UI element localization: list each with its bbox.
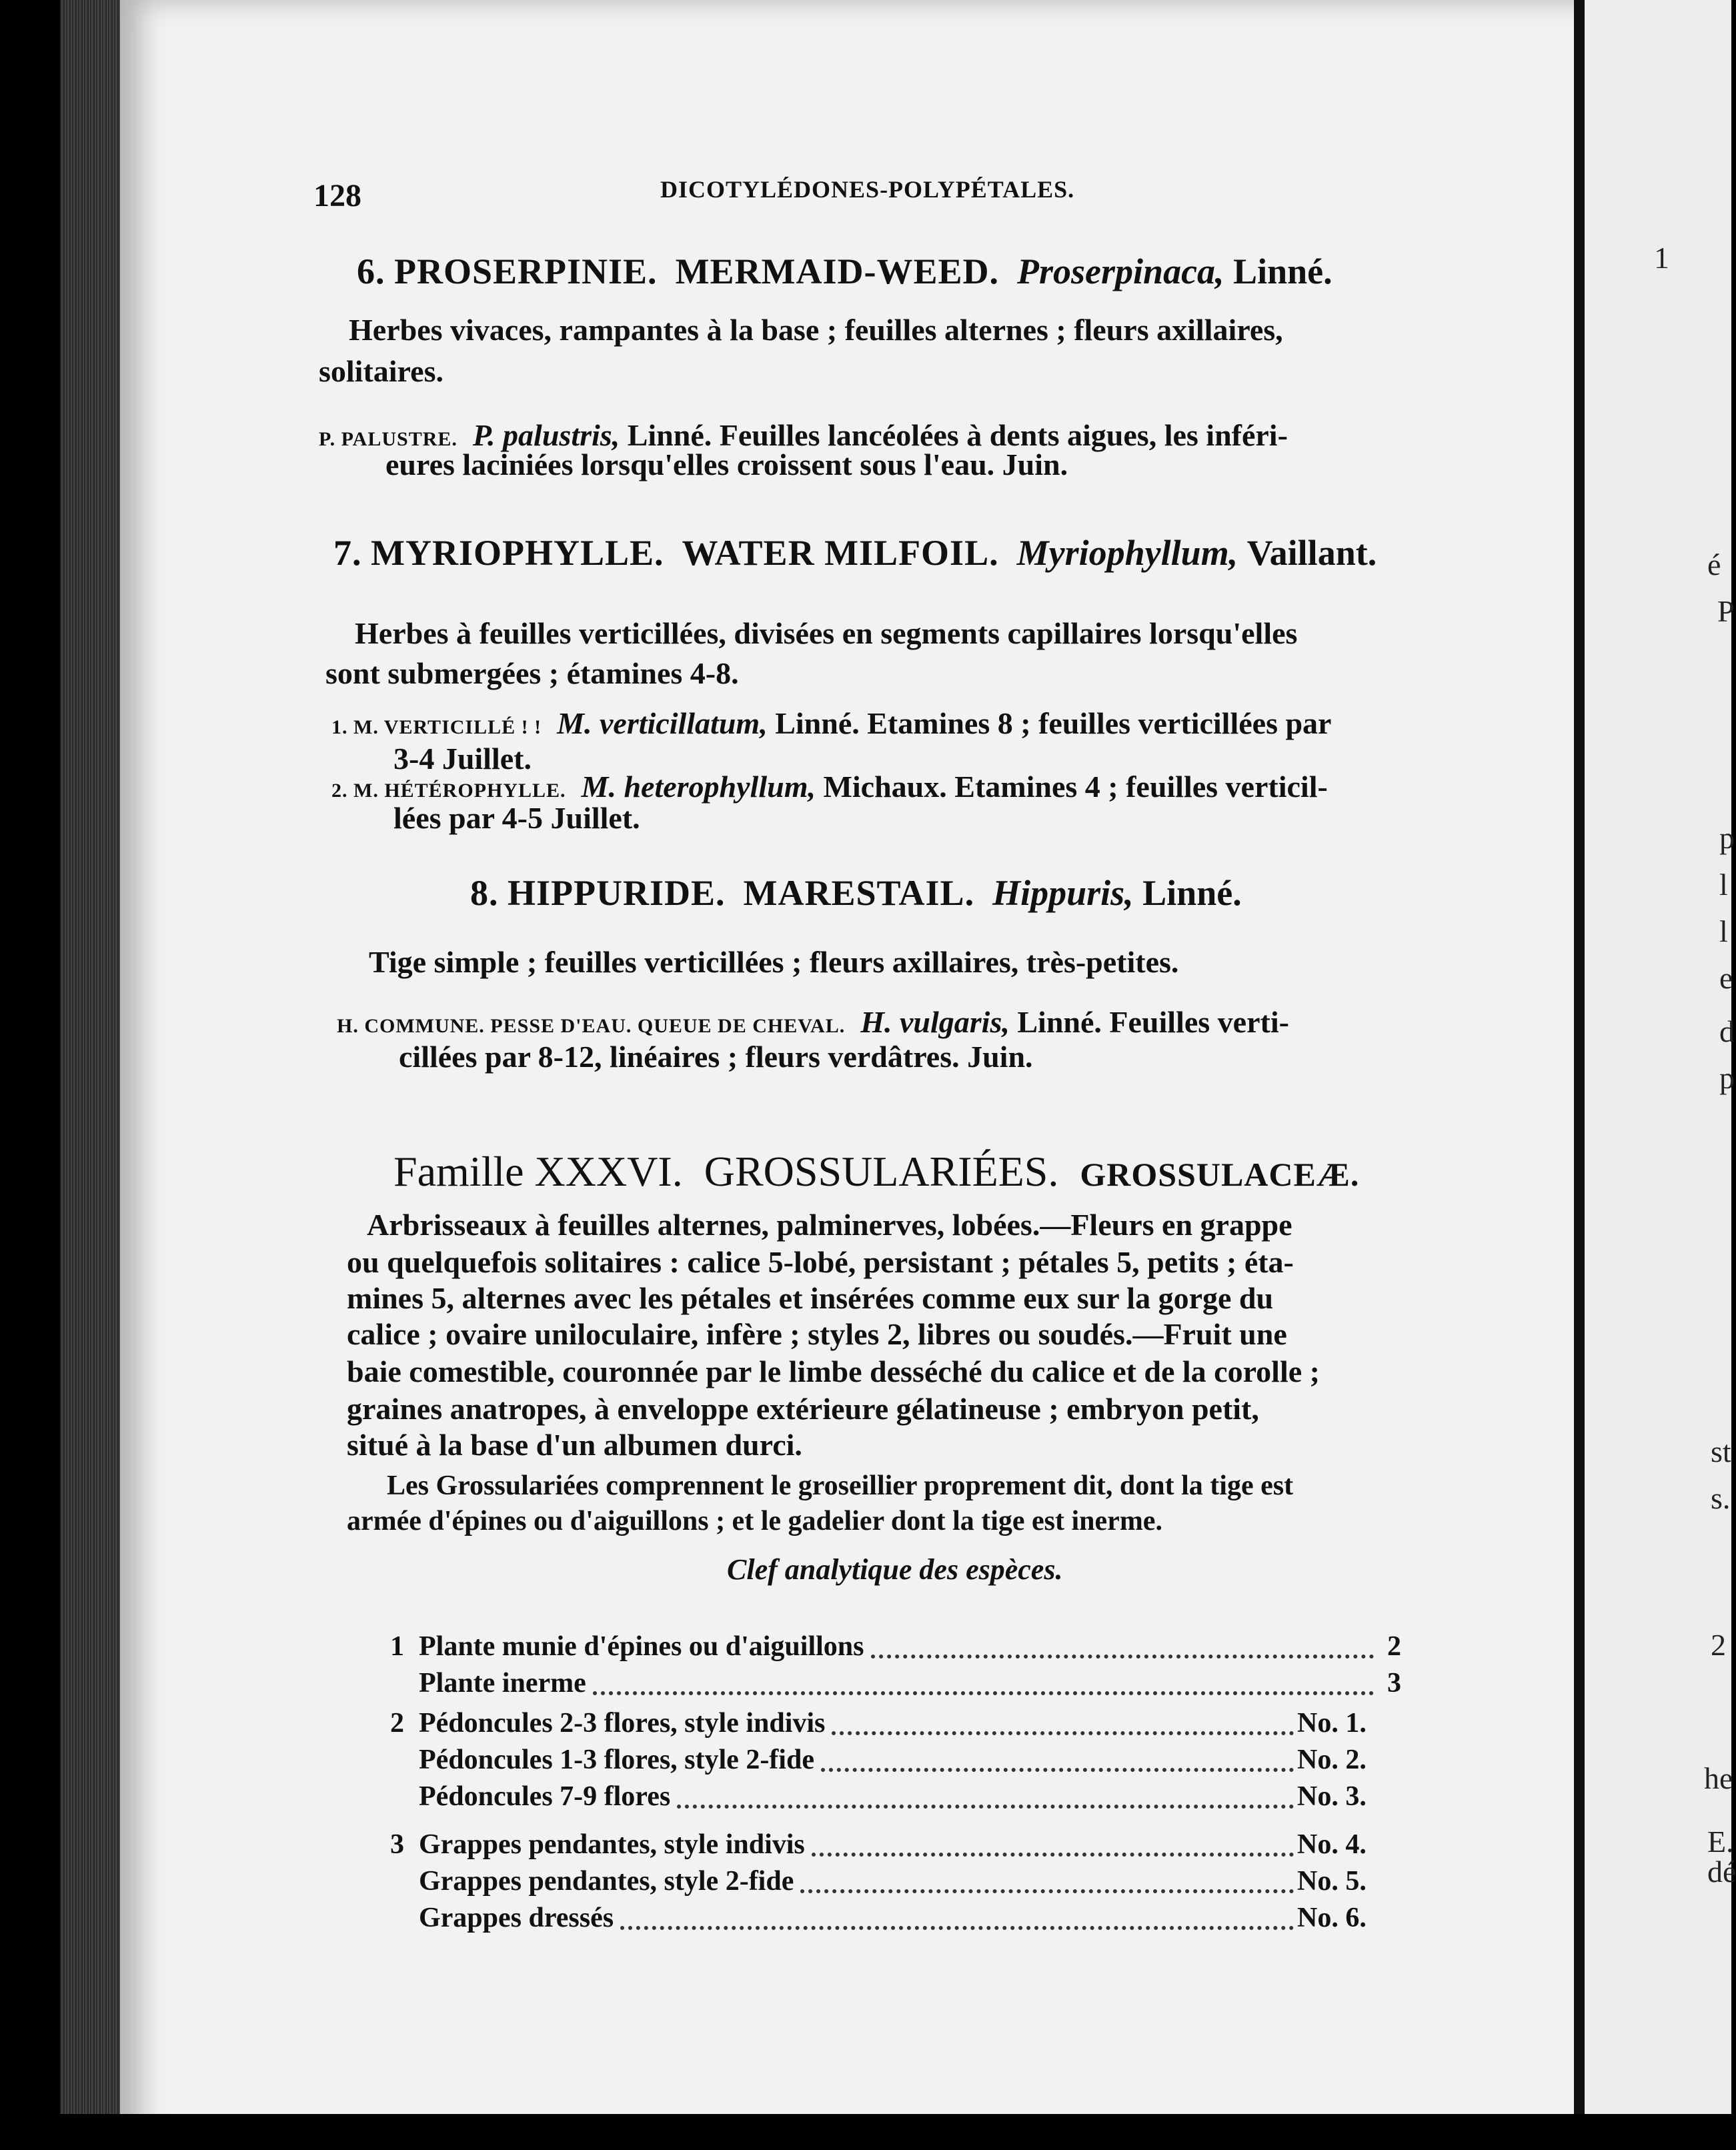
scan-border — [0, 2114, 1731, 2150]
adjacent-page-fragment: p — [1719, 821, 1735, 855]
species-entry-cont: lées par 4-5 Juillet. — [393, 801, 640, 835]
key-row-result: No. 4. — [1297, 1829, 1367, 1860]
adjacent-page-fragment: e — [1719, 961, 1733, 995]
key-row-result: No. 2. — [1297, 1745, 1367, 1775]
key-row-text: Grappes dressés — [419, 1903, 614, 1933]
key-row-result: 2 — [1387, 1631, 1401, 1662]
adjacent-page-fragment: d — [1719, 1014, 1735, 1048]
key-row-text: Pédoncules 1-3 flores, style 2-fide — [419, 1745, 814, 1775]
key-title: Clef analytique des espèces. — [727, 1553, 1063, 1586]
leader-dots — [593, 1687, 1374, 1695]
desc-line: Tige simple ; feuilles verticillées ; fleurs axillaires, très-petites. — [369, 945, 1179, 979]
key-row-text: Pédoncules 7-9 flores — [419, 1781, 671, 1812]
family-note-line: Les Grossulariées comprennent le groseillier proprement dit, dont la tige est — [387, 1470, 1294, 1501]
book-page-edges — [60, 0, 127, 2150]
species-entry: 1. M. VERTICILLÉ ! ! M. verticillatum, Linné. Etamines 8 ; feuilles verticillées par — [331, 706, 1332, 740]
desc-line: solitaires. — [319, 354, 444, 388]
key-row-text: Pédoncules 2-3 flores, style indivis — [419, 1708, 826, 1739]
species-entry: P. PALUSTRE. P. palustris, Linné. Feuilles lancéolées à dents aigues, les inféri- — [319, 418, 1288, 452]
adjacent-page-fragment: P — [1717, 594, 1735, 628]
key-row-number: 3 — [390, 1829, 404, 1860]
species-entry: H. COMMUNE. PESSE D'EAU. QUEUE DE CHEVAL. H. vulgaris, Linné. Feuilles verti- — [337, 1005, 1289, 1039]
adjacent-page-fragment: é — [1707, 548, 1721, 582]
adjacent-page-fragment: 2 — [1711, 1628, 1726, 1662]
leader-dots — [871, 1651, 1375, 1659]
book-gutter — [1574, 0, 1585, 2150]
key-row-result: No. 5. — [1297, 1866, 1367, 1897]
leader-dots — [620, 1922, 1294, 1930]
key-row-text: Plante inerme — [419, 1668, 586, 1699]
leader-dots — [832, 1727, 1294, 1735]
family-desc-line: baie comestible, couronnée par le limbe desséché du calice et de la corolle ; — [347, 1354, 1320, 1388]
key-row-result: No. 1. — [1297, 1708, 1367, 1739]
adjacent-page-fragment: p — [1719, 1061, 1735, 1095]
species-entry: 2. M. HÉTÉROPHYLLE. M. heterophyllum, Michaux. Etamines 4 ; feuilles verticil- — [331, 770, 1328, 804]
key-row-result: 3 — [1387, 1668, 1401, 1699]
section-heading-hippuride: 8. HIPPURIDE. MARESTAIL. Hippuris, Linné. — [470, 873, 1242, 913]
family-desc-line: situé à la base d'un albumen durci. — [347, 1428, 802, 1462]
species-entry-cont: eures laciniées lorsqu'elles croissent sous l'eau. Juin. — [385, 447, 1068, 481]
key-row-text: Plante munie d'épines ou d'aiguillons — [419, 1631, 864, 1662]
leader-dots — [800, 1885, 1294, 1893]
adjacent-page-fragment: he — [1704, 1761, 1733, 1795]
adjacent-page-fragment: l — [1719, 914, 1728, 948]
leader-dots — [812, 1849, 1294, 1857]
desc-line: Herbes à feuilles verticillées, divisées en segments capillaires lorsqu'elles — [355, 616, 1298, 650]
adjacent-page-fragment: s. — [1711, 1481, 1731, 1515]
family-desc-line: calice ; ovaire uniloculaire, infère ; styles 2, libres ou soudés.—Fruit une — [347, 1317, 1287, 1351]
adjacent-page-fragment: st — [1711, 1434, 1731, 1468]
key-row-number: 2 — [390, 1708, 404, 1739]
key-row-text: Grappes pendantes, style indivis — [419, 1829, 805, 1860]
family-desc-line: graines anatropes, à enveloppe extérieure gélatineuse ; embryon petit, — [347, 1392, 1259, 1426]
adjacent-page-fragment: 1 — [1654, 241, 1669, 275]
species-entry-cont: 3-4 Juillet. — [393, 742, 532, 776]
desc-line: sont submergées ; étamines 4-8. — [325, 656, 739, 690]
family-heading: Famille XXXVI. GROSSULARIÉES. GROSSULACEÆ. — [393, 1148, 1360, 1195]
key-row-result: No. 3. — [1297, 1781, 1367, 1812]
key-row-result: No. 6. — [1297, 1903, 1367, 1933]
family-desc-line: mines 5, alternes avec les pétales et insérées comme eux sur la gorge du — [347, 1281, 1274, 1315]
key-row-text: Grappes pendantes, style 2-fide — [419, 1866, 794, 1897]
adjacent-page-fragment: dé — [1707, 1855, 1736, 1889]
key-row-number: 1 — [390, 1631, 404, 1662]
adjacent-page-fragment: E. — [1707, 1825, 1734, 1859]
adjacent-page-fragment: l — [1719, 868, 1728, 902]
leader-dots — [821, 1764, 1294, 1772]
family-note-line: armée d'épines ou d'aiguillons ; et le gadelier dont la tige est inerme. — [347, 1506, 1162, 1536]
family-desc-line: ou quelquefois solitaires : calice 5-lobé, persistant ; pétales 5, petits ; éta- — [347, 1245, 1294, 1279]
section-heading-proserpinie: 6. PROSERPINIE. MERMAID-WEED. Proserpinaca, Linné. — [357, 251, 1333, 291]
page-number: 128 — [313, 178, 361, 213]
desc-line: Herbes vivaces, rampantes à la base ; feuilles alternes ; fleurs axillaires, — [349, 313, 1283, 347]
section-heading-myriophylle: 7. MYRIOPHYLLE. WATER MILFOIL. Myriophyllum, Vaillant. — [333, 533, 1377, 573]
running-head: DICOTYLÉDONES-POLYPÉTALES. — [660, 176, 1075, 203]
leader-dots — [677, 1801, 1294, 1809]
family-desc-line: Arbrisseaux à feuilles alternes, palminerves, lobées.—Fleurs en grappe — [367, 1208, 1292, 1242]
species-entry-cont: cillées par 8-12, linéaires ; fleurs verdâtres. Juin. — [399, 1040, 1033, 1074]
